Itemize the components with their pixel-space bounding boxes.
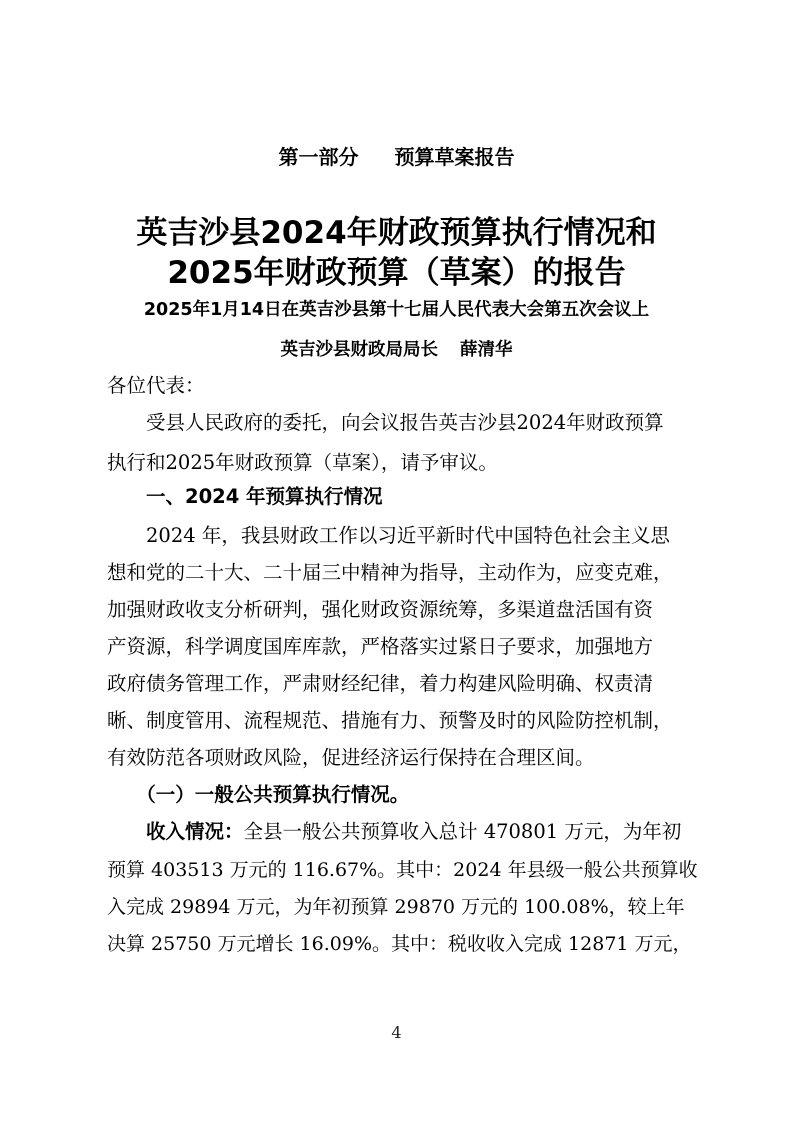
paragraph-line: 有效防范各项财政风险，促进经济运行保持在合理区间。 [107, 746, 595, 769]
salutation: 各位代表： [107, 374, 205, 397]
revenue-line [107, 818, 681, 846]
revenue-line: 入完成 29894 万元，为年初预算 29870 万元的 100.08%，较上年 [107, 896, 685, 918]
intro-line: 受县人民政府的委托，向会议报告英吉沙县2024年财政预算 [107, 411, 664, 434]
page-number: 4 [391, 1023, 402, 1042]
subsection-heading: （一）一般公共预算执行情况。 [107, 783, 410, 806]
paragraph-line: 产资源，科学调度国库库款，严格落实过紧日子要求，加强地方 [107, 635, 654, 658]
meeting-info: 2025年1月14日在英吉沙县第十七届人民代表大会第五次会议上 [143, 300, 650, 320]
paragraph-line: 2024 年，我县财政工作以习近平新时代中国特色社会主义思 [107, 524, 670, 547]
paragraph-line: 加强财政收支分析研判，强化财政资源统筹，多渠道盘活国有资 [107, 598, 654, 621]
intro-line: 执行和2025年财政预算（草案），请予审议。 [107, 451, 498, 474]
speaker-line [0, 337, 793, 363]
paragraph-line: 晰、制度管用、流程规范、措施有力、预警及时的风险防控机制， [107, 709, 673, 732]
part-heading [0, 143, 793, 171]
part-label: 第一部分 [278, 145, 359, 169]
revenue-label: 收入情况： [146, 820, 244, 843]
speaker-title: 英吉沙县财政局局长 [280, 340, 438, 360]
revenue-line: 预算 403513 万元的 116.67%。其中：2024 年县级一般公共预算收 [107, 859, 698, 881]
paragraph-line: 想和党的二十大、二十届三中精神为指导，主动作为，应变克难， [107, 561, 673, 584]
paragraph-line: 政府债务管理工作，严肃财经纪律，着力构建风险明确、权责清 [107, 672, 654, 695]
speaker-name: 薛清华 [460, 340, 513, 360]
section-heading: 一、2024 年预算执行情况 [107, 485, 383, 508]
document-title-line-2: 2025年财政预算（草案）的报告 [167, 255, 626, 291]
revenue-text: 全县一般公共预算收入总计 470801 万元，为年初 [243, 820, 682, 843]
part-name: 预算草案报告 [394, 145, 515, 169]
document-title-line-1: 英吉沙县2024年财政预算执行情况和 [136, 215, 657, 251]
revenue-line: 决算 25750 万元增长 16.09%。其中：税收收入完成 12871 万元， [107, 933, 692, 955]
